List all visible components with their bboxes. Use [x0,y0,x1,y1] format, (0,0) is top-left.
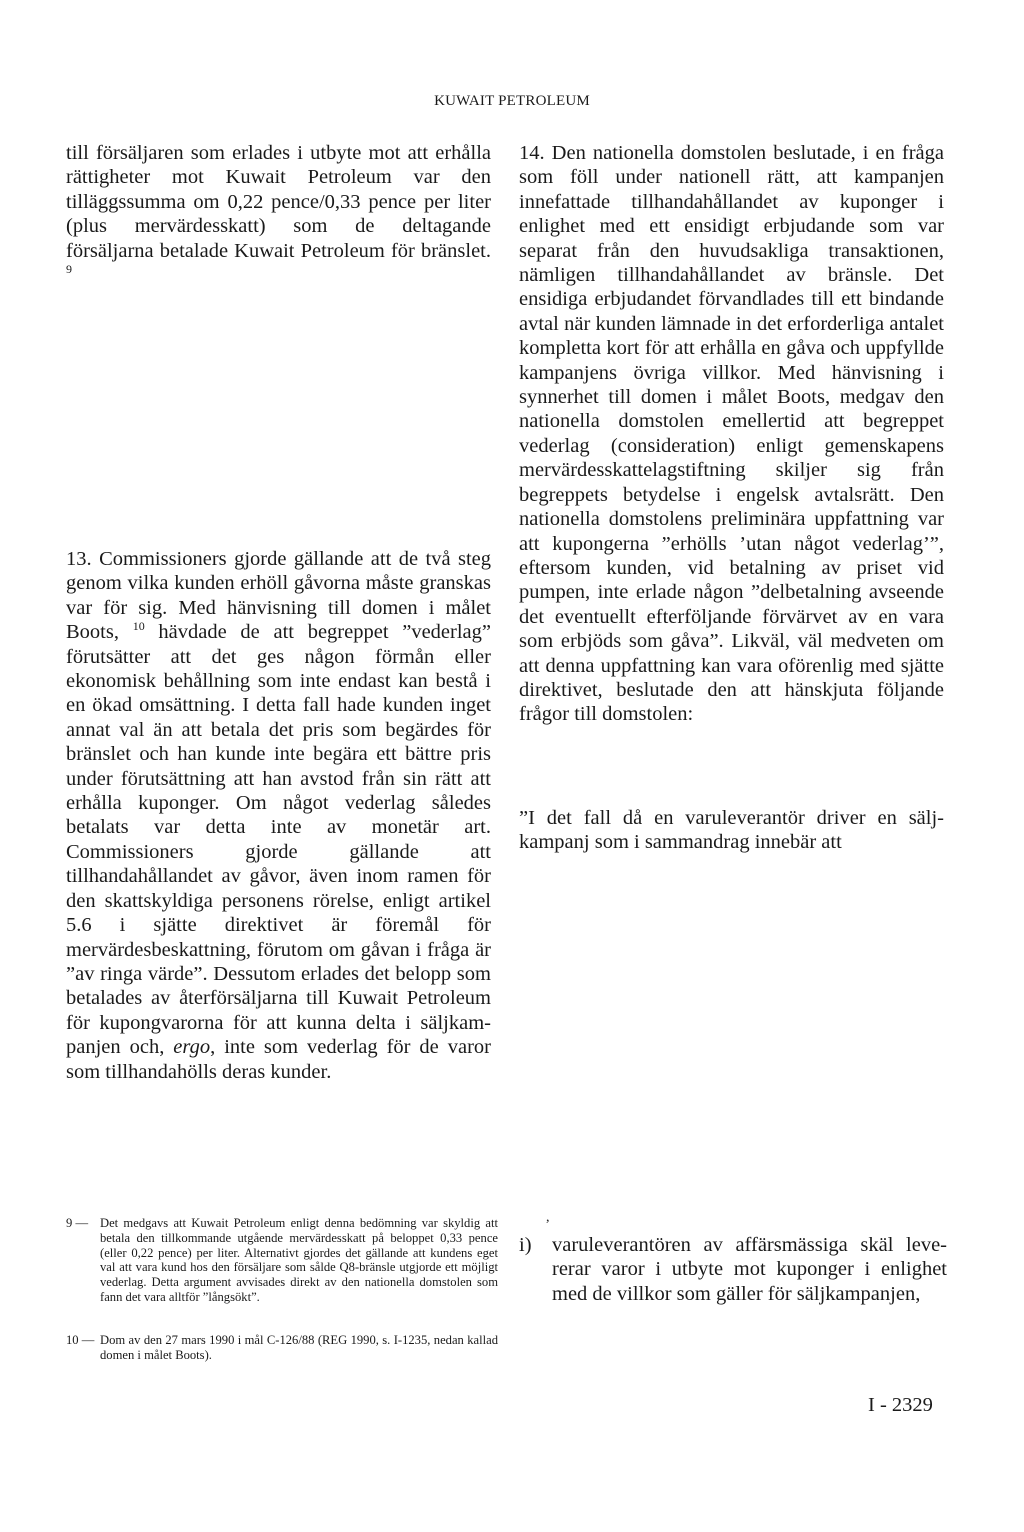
paragraph-text: , inte som vederlag för de varor som tillhandahölls deras kunder. [66,1036,491,1083]
question-intro [519,806,944,855]
paragraph-text: ”I det fall då en varuleverantör driver en säljkampanj som i sammandrag innebär att [519,807,944,854]
footnote-ref-10[interactable]: 10 [132,619,145,634]
running-header: KUWAIT PETROLEUM [434,93,590,109]
list-marker: i) [519,1234,532,1256]
paragraph-text: Commissioners gjorde gällande att de två steg genom vilka kunden erhöll gåvorna måste granskas var för sig. Med hänvisning till domen i målet Boots, [66,548,492,644]
paragraph-text: hävdade de att begreppet ”vederlag” förutsätter att det ges någon förmån eller ekonomisk behållning som inte endast kan bestå i en ökad omsättning. I detta fall hade kunden inget annat val än att betala det pris som begärdes för bränslet och han kunde inte begära ett bättre pris under förutsättning att han avstod från sin rätt att erhålla kuponger. Om något vederlag således betalats var detta inte av monetär art. Commissioners gjorde gällande att tillhandahållandet av gåvor, även inom ramen för den skattskyldiga personens rörelse, enligt artikel 5.6 i sjätte direktivet är föremål för mervärdesbeskattning, förutom om gåvan i fråga är ”av ringa värde”. Dessutom erlades det belopp som betalades av återförsäljarna till Kuwait Petroleum för kupongvarorna för att kunna delta i säljkampanjen och, [66,621,491,1059]
footnote-10 [66,1333,498,1363]
paragraph-13 [66,547,491,1084]
paragraph-text: Den nationella domstolen beslutade, i en fråga som föll under nationell rätt, att kampanjen innefattade tillhandahållandet av kuponger i enlighet med ett ensidigt erbjudande som var separat från den huvudsakliga transaktionen, nämligen tillhandahållandet av bränsle. Det ensidiga erbjudandet förvandlades till ett bindande avtal när kunden lämnade in det erforderliga antalet kompletta kort för att erhålla en gåva och uppfyllde kampanjens övriga villkor. Med hänvisning i synnerhet till domen i målet Boots, medgav den nationella domstolen emellertid att begreppet vederlag (consideration) enligt gemenskapens mervärdesskattelagstiftning skiljer sig från begreppets betydelse i engelsk avtalsrätt. Den nationella domstolens preliminära uppfattning var att kupongerna ”erhölls ’utan något vederlag’”, eftersom kunden, vid betalning av priset vid pumpen, inte erlade någon ”delbetalning avseende det eventuellt efterföljande förvärvet av en vara som erbjöds som gåva”. Likväl, väl medveten om att denna uppfattning kan vara oförenlig med sjätte direktivet, beslutade den att hänskjuta följande frågor till domstolen: [519,142,944,726]
footnote-text: Dom av den 27 mars 1990 i mål C-126/88 (REG 1990, s. I-1235, nedan kallad domen i målet Boots). [100,1333,498,1362]
paragraph-text: till försäljaren som erlades i utbyte mot att erhålla rättigheter mot Kuwait Petroleum var den tilläggssumma om 0,22 pence/0,33 pence per liter (plus mervärdesskatt) som de deltagande försäljarna betalade Kuwait Petroleum för bränslet. [66,142,491,262]
list-item-text: varuleverantören av affärsmässiga skäl levererar varor i utbyte mot kuponger i enlighet med de villkor som gäller för säljkampanjen, [552,1234,947,1305]
page-number: I - 2329 [868,1394,933,1416]
footnote-text: Det medgavs att Kuwait Petroleum enligt denna bedömning var skyldig att betala den tillkommande utgående mervärdesskatt på beloppet 0,33 pence (eller 0,22 pence) per liter. Alternativt gjordes det gällande att kundens eget val att vara kund hos den försäljare som sålde Q8-bränsle utgjorde ett möjligt vederlag. Detta argument avvisades direkt av den nationella domstolen som fann det vara alltför ”långsökt”. [100,1216,498,1304]
footnote-number: 10 — [66,1333,95,1347]
stray-mark: , [546,1210,550,1225]
paragraph-12-continued [66,141,491,287]
footnote-number: 9 — [66,1216,89,1230]
footnote-ref-9[interactable]: 9 [66,262,72,277]
italic-ergo: ergo [173,1036,211,1059]
paragraph-number: 13. [66,548,92,570]
footnote-9 [66,1216,498,1305]
question-item-i [519,1233,947,1306]
paragraph-14 [519,141,944,727]
paragraph-number: 14. [519,142,545,164]
